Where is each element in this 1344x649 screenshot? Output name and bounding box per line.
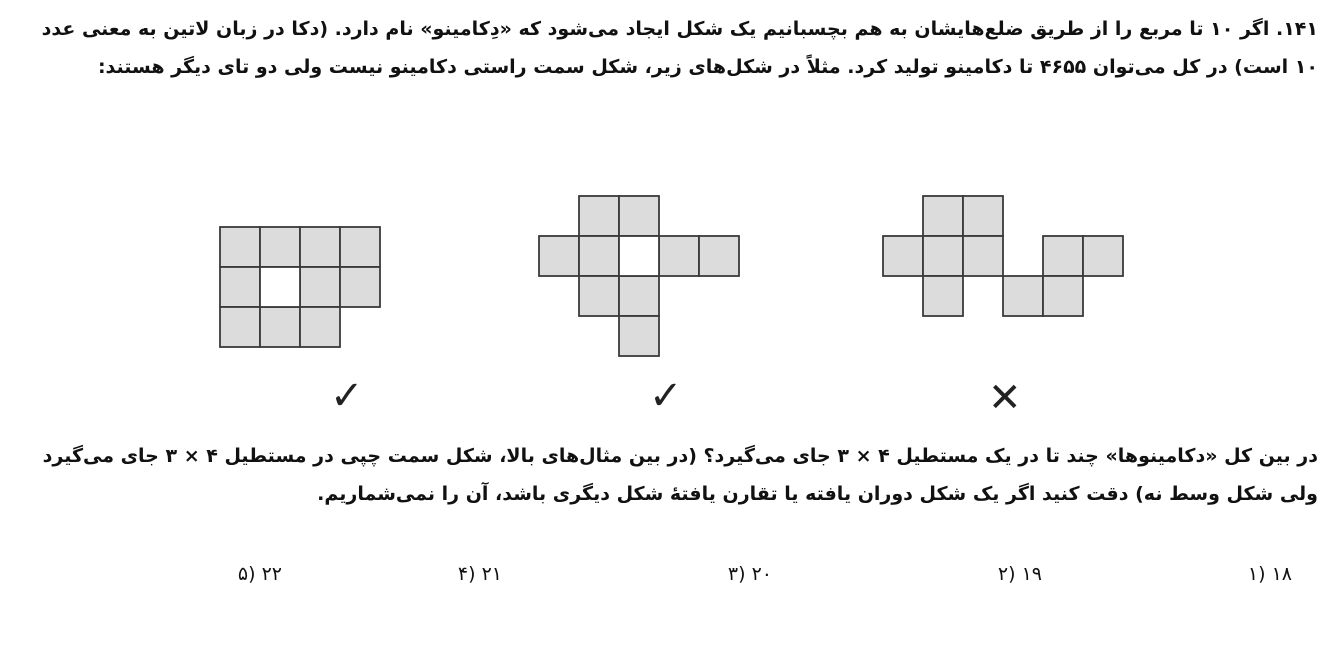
square-cell [579, 196, 619, 236]
square-cell [659, 236, 699, 276]
square-cell [923, 276, 963, 316]
square-cell [699, 236, 739, 276]
square-cell [923, 236, 963, 276]
option-2[interactable]: ۱۹ (۲ [997, 563, 1042, 585]
square-cell [300, 227, 340, 267]
square-cell [340, 227, 380, 267]
option-3[interactable]: ۲۰ (۳ [727, 563, 772, 585]
problem-number: ۱۴۱. [1275, 18, 1318, 40]
problem-intro [28, 10, 1318, 86]
cross-mark-right: ✕ [988, 375, 1022, 421]
square-cell [579, 276, 619, 316]
square-cell [220, 307, 260, 347]
square-cell [923, 196, 963, 236]
check-mark-left: ✓ [330, 373, 364, 419]
square-cell [619, 196, 659, 236]
hole-cell [260, 267, 300, 307]
square-cell [1003, 276, 1043, 316]
figure-middle-decomino [539, 196, 739, 356]
square-cell [1043, 236, 1083, 276]
square-cell [963, 196, 1003, 236]
square-cell [220, 267, 260, 307]
option-5[interactable]: ۲۲ (۵ [237, 563, 282, 585]
problem-intro-text: اگر ۱۰ تا مربع را از طریق ضلع‌هایشان به هم بچسبانیم یک شکل ایجاد می‌شود که «دِکامینو» نام دارد. (دکا در زبان لاتین به معنی عدد ۱۰ است) در کل می‌توان ۴۶۵۵ تا دکامینو تولید کرد. مثلاً در شکل‌های زیر، شکل سمت راستی دکامینو نیست ولی دو تای دیگر هستند: [41, 18, 1318, 78]
option-4[interactable]: ۲۱ (۴ [457, 563, 502, 585]
square-cell [883, 236, 923, 276]
check-mark-middle: ✓ [649, 373, 683, 419]
hole-cell [619, 236, 659, 276]
square-cell [1043, 276, 1083, 316]
figure-left-decomino [220, 227, 380, 347]
square-cell [619, 276, 659, 316]
square-cell [260, 307, 300, 347]
square-cell [340, 267, 380, 307]
square-cell [619, 316, 659, 356]
problem-question: در بین کل «دکامینوها» چند تا در یک مستطیل ۴ × ۳ جای می‌گیرد؟ (در بین مثال‌های بالا، شکل سمت چپی در مستطیل ۴ × ۳ جای می‌گیرد ولی شکل وسط نه) دقت کنید اگر یک شکل دوران یافته یا تقارن یافتهٔ شکل دیگری باشد، آن را نمی‌شماریم. [42, 445, 1318, 505]
square-cell [300, 307, 340, 347]
square-cell [220, 227, 260, 267]
square-cell [1083, 236, 1123, 276]
square-cell [260, 227, 300, 267]
answer-options [30, 556, 1292, 596]
square-cell [300, 267, 340, 307]
figure-right-non-decomino [883, 196, 1123, 316]
square-cell [539, 236, 579, 276]
option-1[interactable]: ۱۸ (۱ [1247, 563, 1292, 585]
square-cell [963, 236, 1003, 276]
square-cell [579, 236, 619, 276]
